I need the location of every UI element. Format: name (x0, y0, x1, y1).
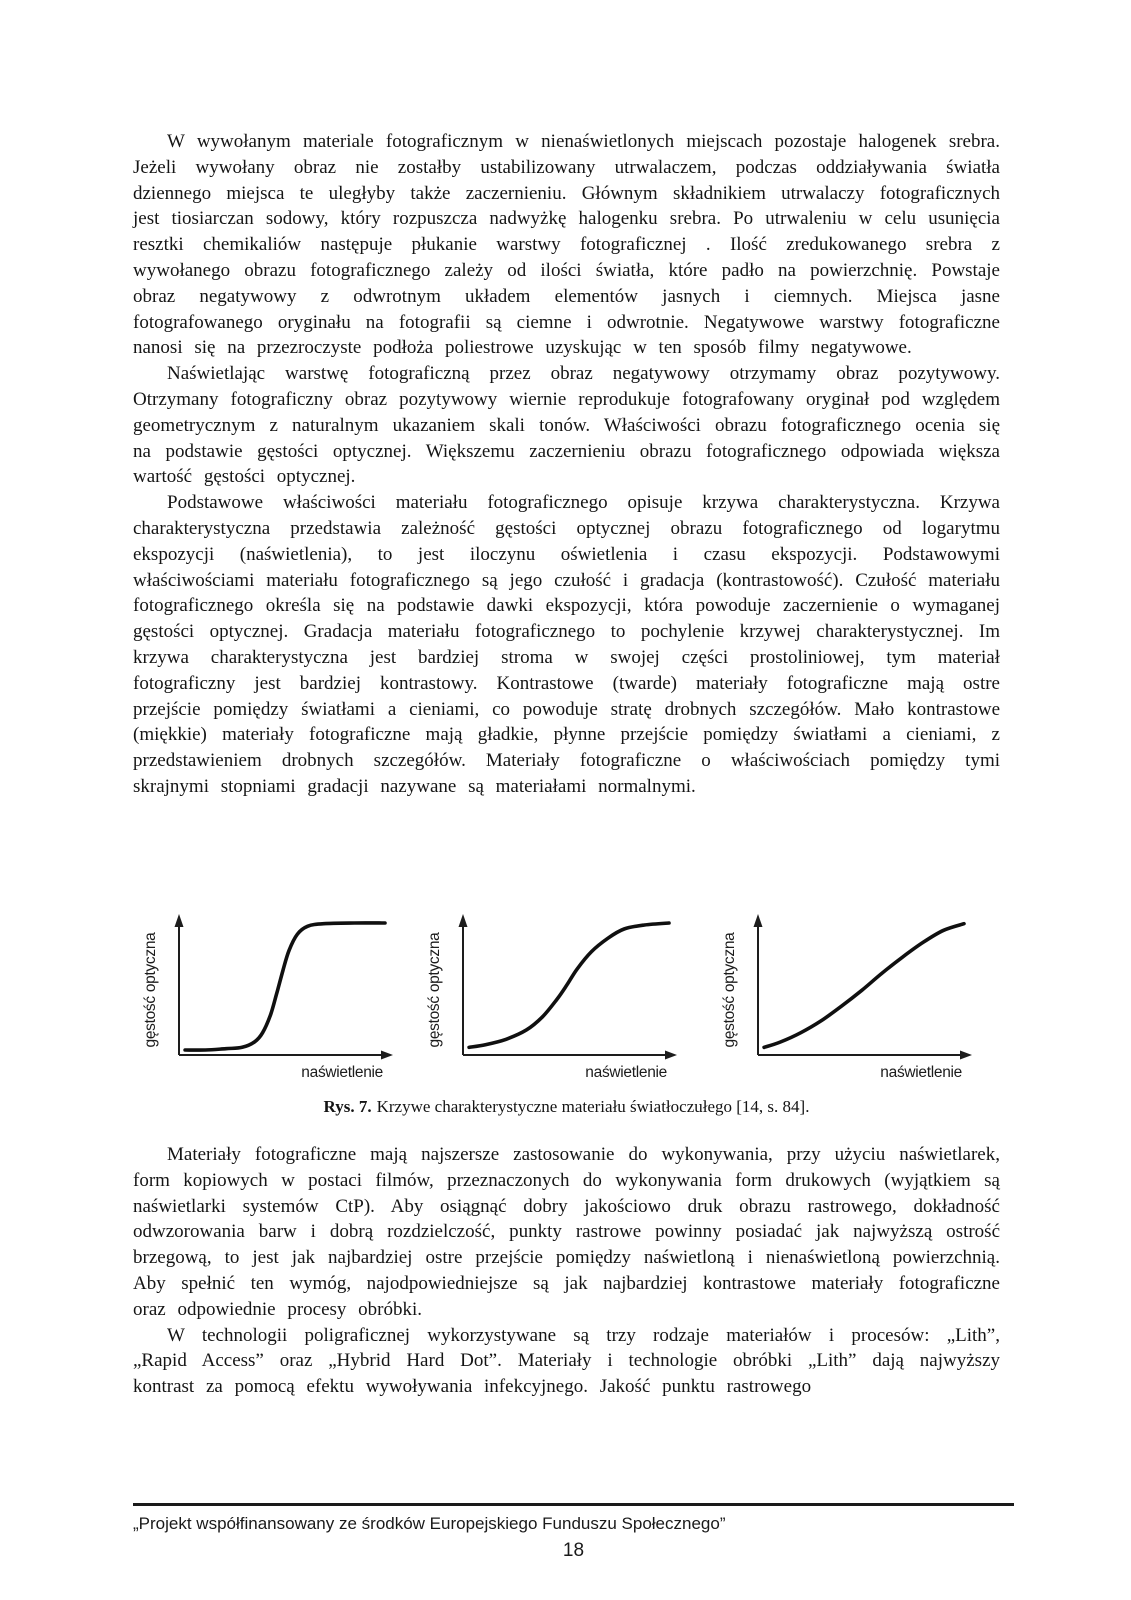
characteristic-curve-chart-hard (133, 905, 399, 1095)
figure-rys-7 (133, 905, 1000, 1095)
x-axis-label: naświetlenie (585, 1064, 667, 1081)
characteristic-curve-chart-normal (417, 905, 683, 1095)
y-axis-arrow-icon (175, 914, 184, 927)
y-axis-label: gęstość optyczna (142, 932, 159, 1048)
paragraph: W wywołanym materiale fotograficznym w nienaświetlonych miejscach pozostaje halogenek srebra. Jeżeli wywołany obraz nie zostałby ustabilizowany utrwalaczem, podczas oddziaływania światła dziennego miejsca te uległyby także zaczernieniu. Głównym składnikiem utrwalaczy fotograficznych jest tiosiarczan sodowy, który rozpuszcza nadwyżkę halogenku srebra. Po utrwaleniu w celu usunięcia resztki chemikaliów następuje płukanie warstwy fotograficznej . Ilość zredukowanego srebra z wywołanego obrazu fotograficznego zależy od ilości światła, które padło na powierzchnię. Powstaje obraz negatywowy z odwrotnym układem elementów jasnych i ciemnych. Miejsca jasne fotografowanego oryginału na fotografii są ciemne i odwrotnie. Negatywowe warstwy fotograficzne nanosi się na przezroczyste podłoża poliestrowe uzyskując w ten sposób filmy negatywowe. (133, 131, 1000, 359)
curve (764, 924, 964, 1048)
x-axis-label: naświetlenie (301, 1064, 383, 1081)
x-axis-label: naświetlenie (880, 1064, 962, 1081)
text-block-upper (133, 129, 1000, 800)
page-number: 18 (562, 1540, 585, 1561)
characteristic-curve-chart-soft (712, 905, 978, 1095)
curve (469, 923, 669, 1047)
paragraph: Podstawowe właściwości materiału fotograficznego opisuje krzywa charakterystyczna. Krzywa charakterystyczna przedstawia zależność gęstości optycznej obrazu fotograficznego od logarytmu ekspozycji (naświetlenia), to jest iloczynu oświetlenia i czasu ekspozycji. Podstawowymi właściwościami materiału fotograficznego są jego czułość i gradacja (kontrastowość). Czułość materiału fotograficznego określa się na podstawie dawki ekspozycji, która powoduje zaczernienie o wymaganej gęstości optycznej. Gradacja materiału fotograficznego to pochylenie krzywej charakterystycznej. Im krzywa charakterystyczna jest bardziej stroma w swojej części prostoliniowej, tym materiał fotograficzny jest bardziej kontrastowy. Kontrastowe (twarde) materiały fotograficzne mają ostre przejście pomiędzy światłami a cieniami, co powoduje stratę drobnych szczegółów. Mało kontrastowe (miękkie) materiały fotograficzne mają gładkie, płynne przejście pomiędzy światłami a cieniami, z przedstawieniem drobnych szczegółów. Materiały fotograficzne o właściwościach pomiędzy tymi skrajnymi stopniami gradacji nazywane są materiałami normalnymi. (133, 492, 1000, 797)
footer-project-note: „Projekt współfinansowany ze środków Europejskiego Funduszu Społecznego” (133, 1514, 726, 1533)
paragraph: Materiały fotograficzne mają najszersze zastosowanie do wykonywania, przy użyciu naświetlarek, form kopiowych w postaci filmów, przeznaczonych do wykonywania form drukowych (wyjątkiem są naświetlarki systemów CtP). Aby osiągnąć dobry jakościowo druk obrazu rastrowego, dokładność odwzorowania barw i dobrą rozdzielczość, punkty rastrowe powinny posiadać jak najwyższą ostrość brzegową, to jest jak najbardziej ostre przejście pomiędzy naświetloną i nienaświetloną powierzchnią. Aby spełnić ten wymóg, najodpowiedniejsze są jak najbardziej kontrastowe materiały fotograficzne oraz odpowiednie procesy obróbki. (133, 1144, 1000, 1320)
y-axis-label: gęstość optyczna (721, 932, 738, 1048)
figure-caption-label: Rys. 7. (323, 1097, 372, 1116)
curve (185, 923, 385, 1050)
page-footer (133, 1503, 1014, 1562)
y-axis-arrow-icon (754, 914, 763, 927)
x-axis-arrow-icon (381, 1051, 393, 1060)
y-axis-arrow-icon (459, 914, 468, 927)
footer-divider (133, 1503, 1014, 1506)
y-axis-label: gęstość optyczna (426, 932, 443, 1048)
figure-caption-text: Krzywe charakterystyczne materiału światłoczułego [14, s. 84]. (376, 1097, 810, 1116)
paragraph: Naświetlając warstwę fotograficzną przez obraz negatywowy otrzymamy obraz pozytywowy. Otrzymany fotograficzny obraz pozytywowy wiernie reprodukuje fotografowany oryginał pod względem geometrycznym z naturalnym ukazaniem skali tonów. Właściwości obrazu fotograficznego ocenia się na podstawie gęstości optycznej. Większemu zaczernieniu obrazu fotograficznego odpowiada większa wartość gęstości optycznej. (133, 363, 1000, 488)
x-axis-arrow-icon (665, 1051, 677, 1060)
text-block-lower (133, 1142, 1000, 1400)
paragraph: W technologii poligraficznej wykorzystywane są trzy rodzaje materiałów i procesów: „Lith”, „Rapid Access” oraz „Hybrid Hard Dot”. Materiały i technologie obróbki „Lith” dają najwyższy kontrast za pomocą efektu wywoływania infekcyjnego. Jakość punktu rastrowego (133, 1324, 1000, 1398)
x-axis-arrow-icon (960, 1051, 972, 1060)
figure-caption (133, 1097, 1000, 1117)
